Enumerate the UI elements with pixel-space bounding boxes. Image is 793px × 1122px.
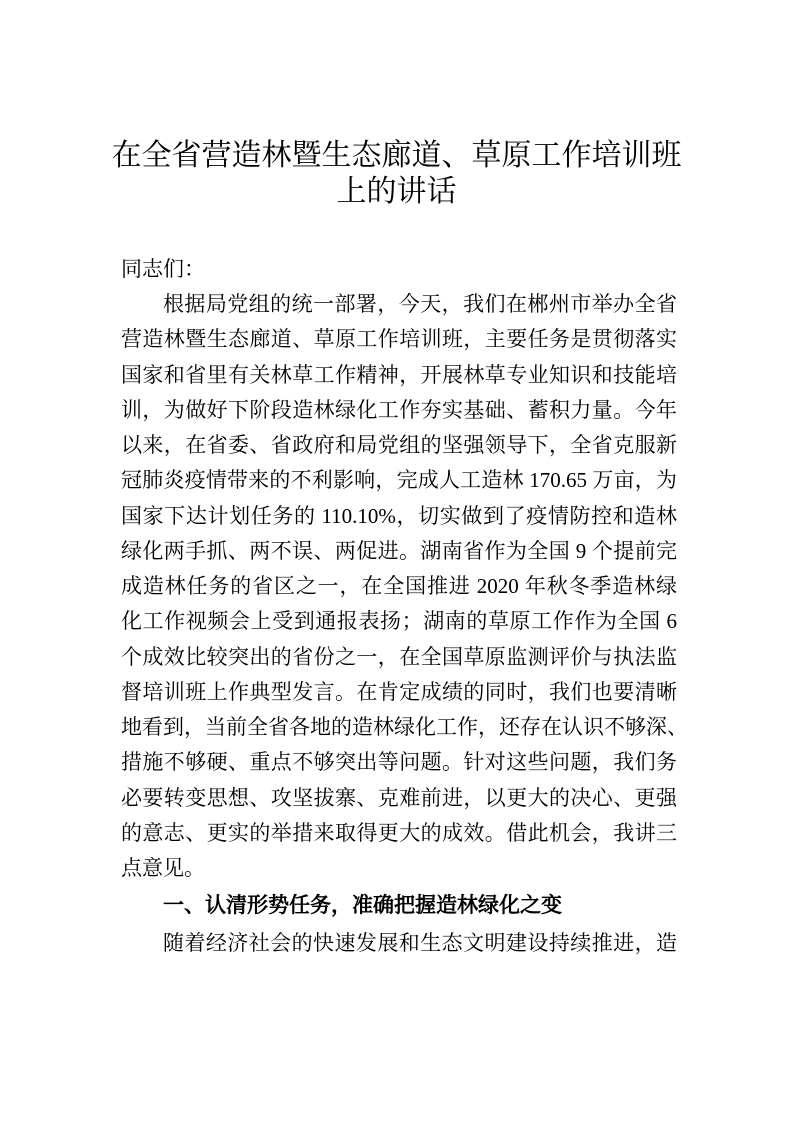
- paragraph-line: 冠肺炎疫情带来的不利影响，完成人工造林 170.65 万亩，为: [121, 468, 677, 493]
- paragraph-line: 国家和省里有关林草工作精神，开展林草专业知识和技能培: [121, 362, 677, 387]
- paragraph-line: 点意见。: [121, 856, 205, 880]
- paragraph-line: 措施不够硬、重点不够突出等问题。针对这些问题，我们务: [121, 750, 677, 775]
- salutation: 同志们：: [121, 257, 205, 281]
- paragraph-line: 国家下达计划任务的 110.10%，切实做到了疫情防控和造林: [121, 503, 677, 528]
- paragraph-line: 地看到，当前全省各地的造林绿化工作，还存在认识不够深、: [121, 715, 688, 739]
- paragraph-line: 的意志、更实的举措来取得更大的成效。借此机会，我讲三: [121, 820, 677, 845]
- document-title-line-1: 在全省营造林暨生态廊道、草原工作培训班: [111, 139, 682, 172]
- paragraph-line: 成造林任务的省区之一，在全国推进 2020 年秋冬季造林绿: [121, 574, 677, 598]
- paragraph-line: 督培训班上作典型发言。在肯定成绩的同时，我们也要清晰: [121, 679, 677, 704]
- paragraph-line: 随着经济社会的快速发展和生态文明建设持续推进，造: [163, 931, 677, 955]
- paragraph-line: 训，为做好下阶段造林绿化工作夯实基础、蓄积力量。今年: [121, 397, 677, 422]
- paragraph-line: 必要转变思想、攻坚拔寨、克难前进，以更大的决心、更强: [121, 785, 677, 810]
- paragraph-line: 化工作视频会上受到通报表扬；湖南的草原工作作为全国 6: [121, 609, 677, 634]
- paragraph-line: 营造林暨生态廊道、草原工作培训班，主要任务是贯彻落实: [121, 327, 677, 352]
- paragraph-line: 绿化两手抓、两不误、两促进。湖南省作为全国 9 个提前完: [121, 538, 677, 563]
- paragraph-line: 根据局党组的统一部署，今天，我们在郴州市举办全省: [163, 292, 677, 316]
- document-title-line-2: 上的讲话: [336, 175, 457, 208]
- paragraph-line: 以来，在省委、省政府和局党组的坚强领导下，全省克服新: [121, 433, 677, 457]
- paragraph-line: 个成效比较突出的省份之一，在全国草原监测评价与执法监: [121, 644, 677, 669]
- section-1-heading: 一、认清形势任务，准确把握造林绿化之变: [163, 893, 562, 917]
